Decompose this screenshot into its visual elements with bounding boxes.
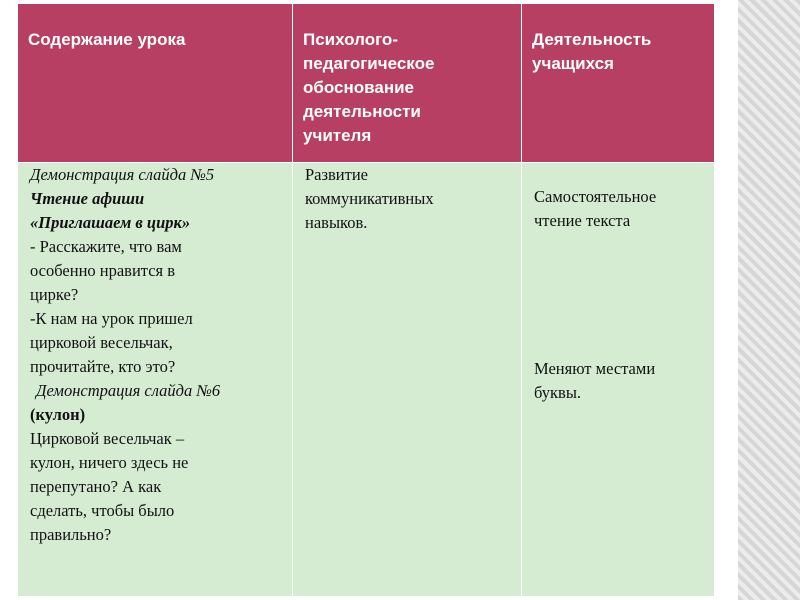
reading-title-quote: «Приглашаем в цирк» [30,213,191,232]
table-row [18,163,715,597]
kulon-label: (кулон) [30,405,86,424]
header-psych-rationale: Психолого- педагогическое обоснование деятельности учителя [293,4,522,163]
table-header-row [18,4,715,163]
slide-6-note: Демонстрация слайда №6 [36,381,221,400]
lesson-plan-table [17,3,715,597]
reading-title: Чтение афиши [30,189,145,208]
header-student-activity: Деятельность учащихся [522,4,715,163]
cell-lesson-content: Демонстрация слайда №5 Чтение афиши «Приглашаем в цирк» - Расскажите, что вам особенно нравится в цирке? -К нам на урок пришел цирковой весельчак, прочитайте, кто это? Демонстрация слайда №6 (кулон) Цирковой весельчак – кулон, ничего здесь не перепутано? А как сделать, чтобы было правильно? [18,163,293,597]
slide-5-note: Демонстрация слайда №5 [30,165,215,184]
decorative-side-stripe [738,0,800,600]
cell-rationale: Развитие коммуникативных навыков. [293,163,522,597]
header-lesson-content: Содержание урока [18,4,293,163]
cell-student-activity: Самостоятельное чтение текста Меняют местами буквы. [522,163,715,597]
